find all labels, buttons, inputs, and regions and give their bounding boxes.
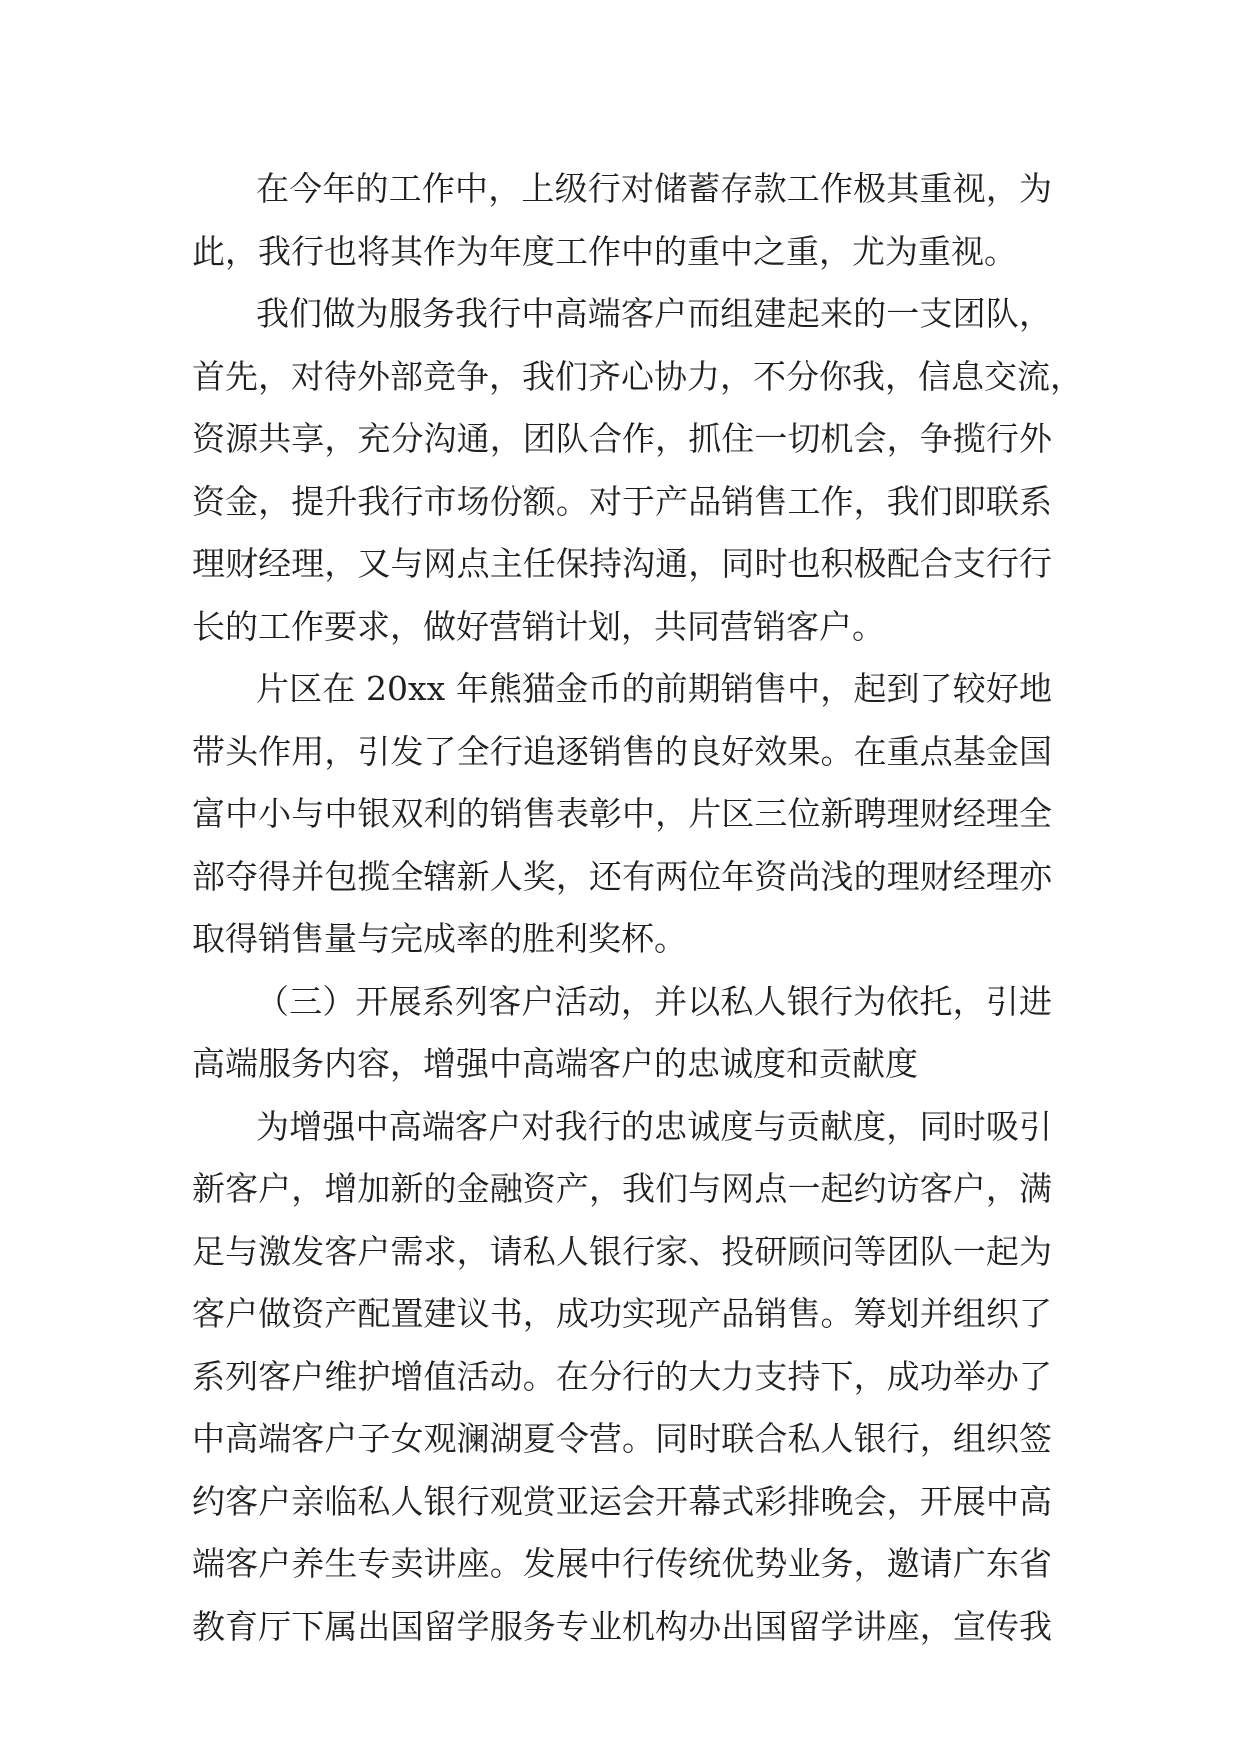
paragraph-client-activities bbox=[192, 1096, 1052, 1659]
paragraph-line: 此，我行也将其作为年度工作中的重中之重，尤为重视。 bbox=[192, 231, 1017, 271]
paragraph-line: 长的工作要求，做好营销计划，共同营销客户。 bbox=[192, 606, 885, 646]
paragraph-line: 我们做为服务我行中高端客户而组建起来的一支团队， bbox=[256, 294, 1052, 333]
paragraph-line: 首先，对待外部竞争，我们齐心协力，不分你我，信息交流， bbox=[192, 356, 1083, 396]
heading-line: （三）开展系列客户活动，并以私人银行为依托，引进 bbox=[256, 981, 1052, 1021]
paragraph-line: 为增强中高端客户对我行的忠诚度与贡献度，同时吸引 bbox=[256, 1106, 1052, 1146]
paragraph-line: 中高端客户子女观澜湖夏令营。同时联合私人银行，组织签 bbox=[192, 1419, 1052, 1458]
paragraph-team-cooperation bbox=[192, 283, 1083, 658]
paragraph-line: 在今年的工作中，上级行对储蓄存款工作极其重视，为 bbox=[256, 169, 1052, 208]
paragraph-line: 新客户，增加新的金融资产，我们与网点一起约访客户，满 bbox=[192, 1169, 1052, 1208]
paragraph-line: 理财经理，又与网点主任保持沟通，同时也积极配合支行行 bbox=[192, 544, 1052, 583]
section-heading bbox=[192, 971, 1052, 1096]
paragraph-line: 片区在 20xx 年熊猫金币的前期销售中，起到了较好地 bbox=[256, 669, 1052, 708]
paragraph-line: 取得销售量与完成率的胜利奖杯。 bbox=[192, 919, 687, 958]
paragraph-line: 带头作用，引发了全行追逐销售的良好效果。在重点基金国 bbox=[192, 731, 1052, 771]
paragraph-line: 系列客户维护增值活动。在分行的大力支持下，成功举办了 bbox=[192, 1356, 1052, 1396]
paragraph-line: 客户做资产配置建议书，成功实现产品销售。筹划并组织了 bbox=[192, 1294, 1052, 1333]
paragraph-savings-emphasis bbox=[192, 158, 1052, 283]
paragraph-line: 部夺得并包揽全辖新人奖，还有两位年资尚浅的理财经理亦 bbox=[192, 856, 1052, 896]
paragraph-line: 端客户养生专卖讲座。发展中行传统优势业务，邀请广东省 bbox=[192, 1544, 1052, 1583]
document-body bbox=[192, 158, 1083, 1658]
paragraph-line: 约客户亲临私人银行观赏亚运会开幕式彩排晚会，开展中高 bbox=[192, 1481, 1052, 1521]
paragraph-line: 教育厅下属出国留学服务专业机构办出国留学讲座，宣传我 bbox=[192, 1606, 1052, 1646]
paragraph-line: 资金，提升我行市场份额。对于产品销售工作，我们即联系 bbox=[192, 481, 1052, 521]
heading-line: 高端服务内容，增强中高端客户的忠诚度和贡献度 bbox=[192, 1044, 918, 1083]
paragraph-line: 足与激发客户需求，请私人银行家、投研顾问等团队一起为 bbox=[192, 1231, 1052, 1271]
paragraph-line: 资源共享，充分沟通，团队合作，抓住一切机会，争揽行外 bbox=[192, 419, 1052, 458]
paragraph-sales-results bbox=[192, 658, 1052, 971]
paragraph-line: 富中小与中银双利的销售表彰中，片区三位新聘理财经理全 bbox=[192, 794, 1052, 833]
